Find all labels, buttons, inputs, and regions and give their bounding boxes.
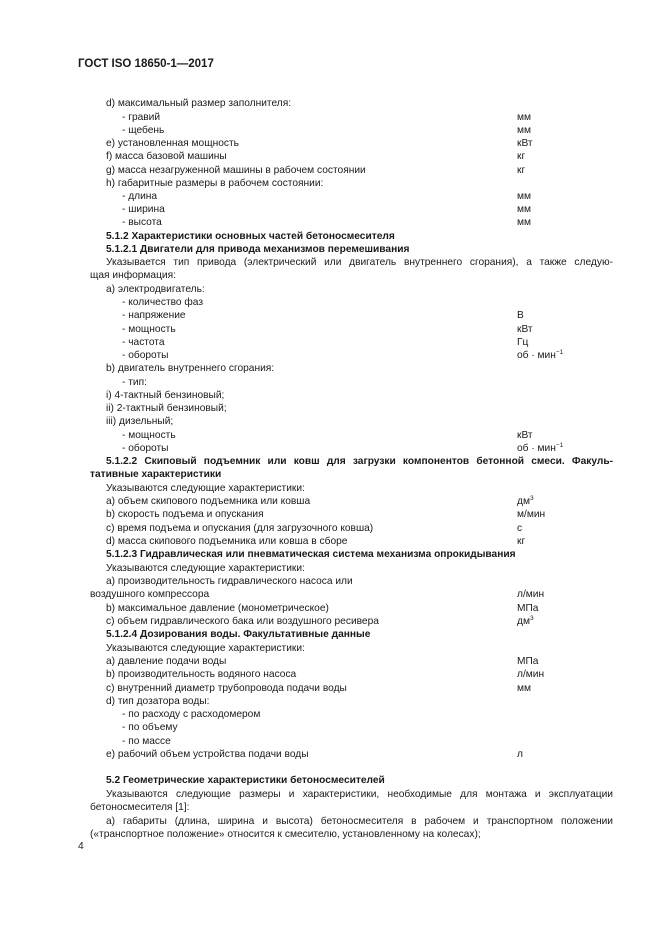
unit-text: м/мин [517, 509, 546, 520]
text-line: a) давление подачи воды [106, 656, 227, 667]
unit-text: Гц [517, 337, 529, 348]
unit-text: мм [517, 204, 532, 215]
unit-label [517, 336, 528, 349]
unit-label [517, 349, 563, 362]
text-line: воздушного компрессора [90, 589, 210, 600]
section-heading: 5.1.2.1 Двигатели для привода механизмов перемешивания [106, 244, 410, 255]
text-line: a) производительность гидравлического насоса или [106, 576, 353, 587]
text-line: - тип: [122, 377, 147, 388]
text-line: щая информация: [90, 270, 176, 281]
unit-text: МПа [517, 603, 539, 614]
unit-exponent: 3 [529, 615, 534, 622]
text-line: Указываются следующие размеры и характеристики, необходимые для монтажа и эксплуатации [106, 789, 613, 800]
unit-label [517, 682, 531, 695]
unit-label [517, 615, 534, 628]
text-line: - длина [122, 191, 158, 202]
unit-text: л [517, 749, 523, 760]
text-line: e) установленная мощность [106, 138, 239, 149]
text-line: b) скорость подъема и опускания [106, 509, 264, 520]
unit-text: об · мин [517, 443, 556, 454]
unit-label [517, 309, 524, 322]
unit-exponent: 3 [529, 495, 534, 502]
unit-text: мм [517, 683, 532, 694]
unit-text: кВт [517, 138, 533, 149]
text-line: - щебень [122, 125, 165, 136]
document-header: ГОСТ ISO 18650-1—2017 [78, 58, 214, 70]
unit-text: мм [517, 217, 532, 228]
text-line: - обороты [122, 443, 169, 454]
text-line: - мощность [122, 324, 176, 335]
unit-text: мм [517, 191, 532, 202]
text-line: iii) дизельный; [106, 416, 174, 427]
unit-label [517, 522, 522, 535]
text-line: d) масса скипового подъемника или ковша в сборе [106, 536, 348, 547]
page-number: 4 [78, 841, 84, 852]
unit-label [517, 748, 523, 761]
unit-label [517, 655, 538, 668]
text-line: - гравий [122, 112, 161, 123]
unit-label [517, 602, 538, 615]
text-line: a) электродвигатель: [106, 284, 205, 295]
text-line: - частота [122, 337, 165, 348]
section-heading: тативные характеристики [90, 469, 222, 480]
text-line: - напряжение [122, 310, 186, 321]
unit-label [517, 164, 525, 177]
unit-label [517, 535, 525, 548]
section-heading: 5.1.2.4 Дозирования воды. Факультативные данные [106, 629, 371, 640]
unit-label [517, 323, 533, 336]
unit-label [517, 442, 563, 455]
section-heading: 5.2 Геометрические характеристики бетоносмесителей [106, 775, 385, 786]
unit-exponent: −1 [555, 442, 564, 449]
text-line: - ширина [122, 204, 165, 215]
unit-label [517, 668, 544, 681]
text-line: a) габариты (длина, ширина и высота) бетоносмесителя в рабочем и транспортном положении [106, 816, 613, 827]
section-heading: 5.1.2.2 Скиповый подъемник или ковш для загрузки компонентов бетонной смеси. Факуль- [106, 456, 613, 467]
unit-text: кВт [517, 324, 533, 335]
text-line: бетоносмесителя [1]: [90, 802, 190, 813]
text-line: - по расходу с расходомером [122, 709, 261, 720]
unit-text: кг [517, 165, 526, 176]
text-line: - количество фаз [122, 297, 204, 308]
section-heading: 5.1.2 Характеристики основных частей бетоносмесителя [106, 231, 395, 242]
unit-text: с [517, 523, 523, 534]
unit-label [517, 124, 531, 137]
unit-label [517, 495, 534, 508]
unit-text: кг [517, 151, 526, 162]
unit-label [517, 216, 531, 229]
unit-text: дм [517, 616, 530, 627]
text-line: b) максимальное давление (монометрическое) [106, 603, 329, 614]
text-line: i) 4-тактный бензиновый; [106, 390, 225, 401]
unit-text: л/мин [517, 669, 545, 680]
unit-text: мм [517, 112, 532, 123]
text-line: c) время подъема и опускания (для загрузочного ковша) [106, 523, 374, 534]
text-line: Указываются следующие характеристики: [106, 643, 305, 654]
text-line: Указываются следующие характеристики: [106, 483, 305, 494]
text-line: d) тип дозатора воды: [106, 696, 210, 707]
unit-label [517, 137, 533, 150]
text-line: («транспортное положение» относится к смесителю, установленному на колесах); [90, 829, 481, 840]
unit-label [517, 588, 544, 601]
unit-label [517, 203, 531, 216]
unit-text: кг [517, 536, 526, 547]
text-line: Указываются следующие характеристики: [106, 563, 305, 574]
text-line: e) рабочий объем устройства подачи воды [106, 749, 309, 760]
text-line: h) габаритные размеры в рабочем состоянии: [106, 178, 324, 189]
text-line: d) максимальный размер заполнителя: [106, 98, 292, 109]
unit-label [517, 508, 545, 521]
text-line: ii) 2-тактный бензиновый; [106, 403, 227, 414]
text-line: c) объем гидравлического бака или воздушного ресивера [106, 616, 379, 627]
text-line: b) производительность водяного насоса [106, 669, 297, 680]
unit-text: об · мин [517, 350, 556, 361]
text-line: f) масса базовой машины [106, 151, 227, 162]
text-line: Указывается тип привода (электрический или двигатель внутреннего сгорания), а также следую- [106, 257, 613, 268]
unit-text: В [517, 310, 524, 321]
text-line: b) двигатель внутреннего сгорания: [106, 363, 275, 374]
unit-text: МПа [517, 656, 539, 667]
text-line: - высота [122, 217, 162, 228]
unit-text: мм [517, 125, 532, 136]
unit-text: кВт [517, 430, 533, 441]
unit-label [517, 150, 525, 163]
text-line: a) объем скипового подъемника или ковша [106, 496, 311, 507]
unit-text: дм [517, 496, 530, 507]
text-line: c) внутренний диаметр трубопровода подачи воды [106, 683, 347, 694]
text-line: - по объему [122, 722, 178, 733]
text-line: - по массе [122, 736, 171, 747]
unit-label [517, 429, 533, 442]
text-line: g) масса незагруженной машины в рабочем состоянии [106, 165, 366, 176]
text-line: - обороты [122, 350, 169, 361]
unit-exponent: −1 [555, 349, 564, 356]
unit-label [517, 190, 531, 203]
section-heading: 5.1.2.3 Гидравлическая или пневматическая система механизма опрокидывания [106, 549, 516, 560]
unit-text: л/мин [517, 589, 545, 600]
text-line: - мощность [122, 430, 176, 441]
unit-label [517, 111, 531, 124]
